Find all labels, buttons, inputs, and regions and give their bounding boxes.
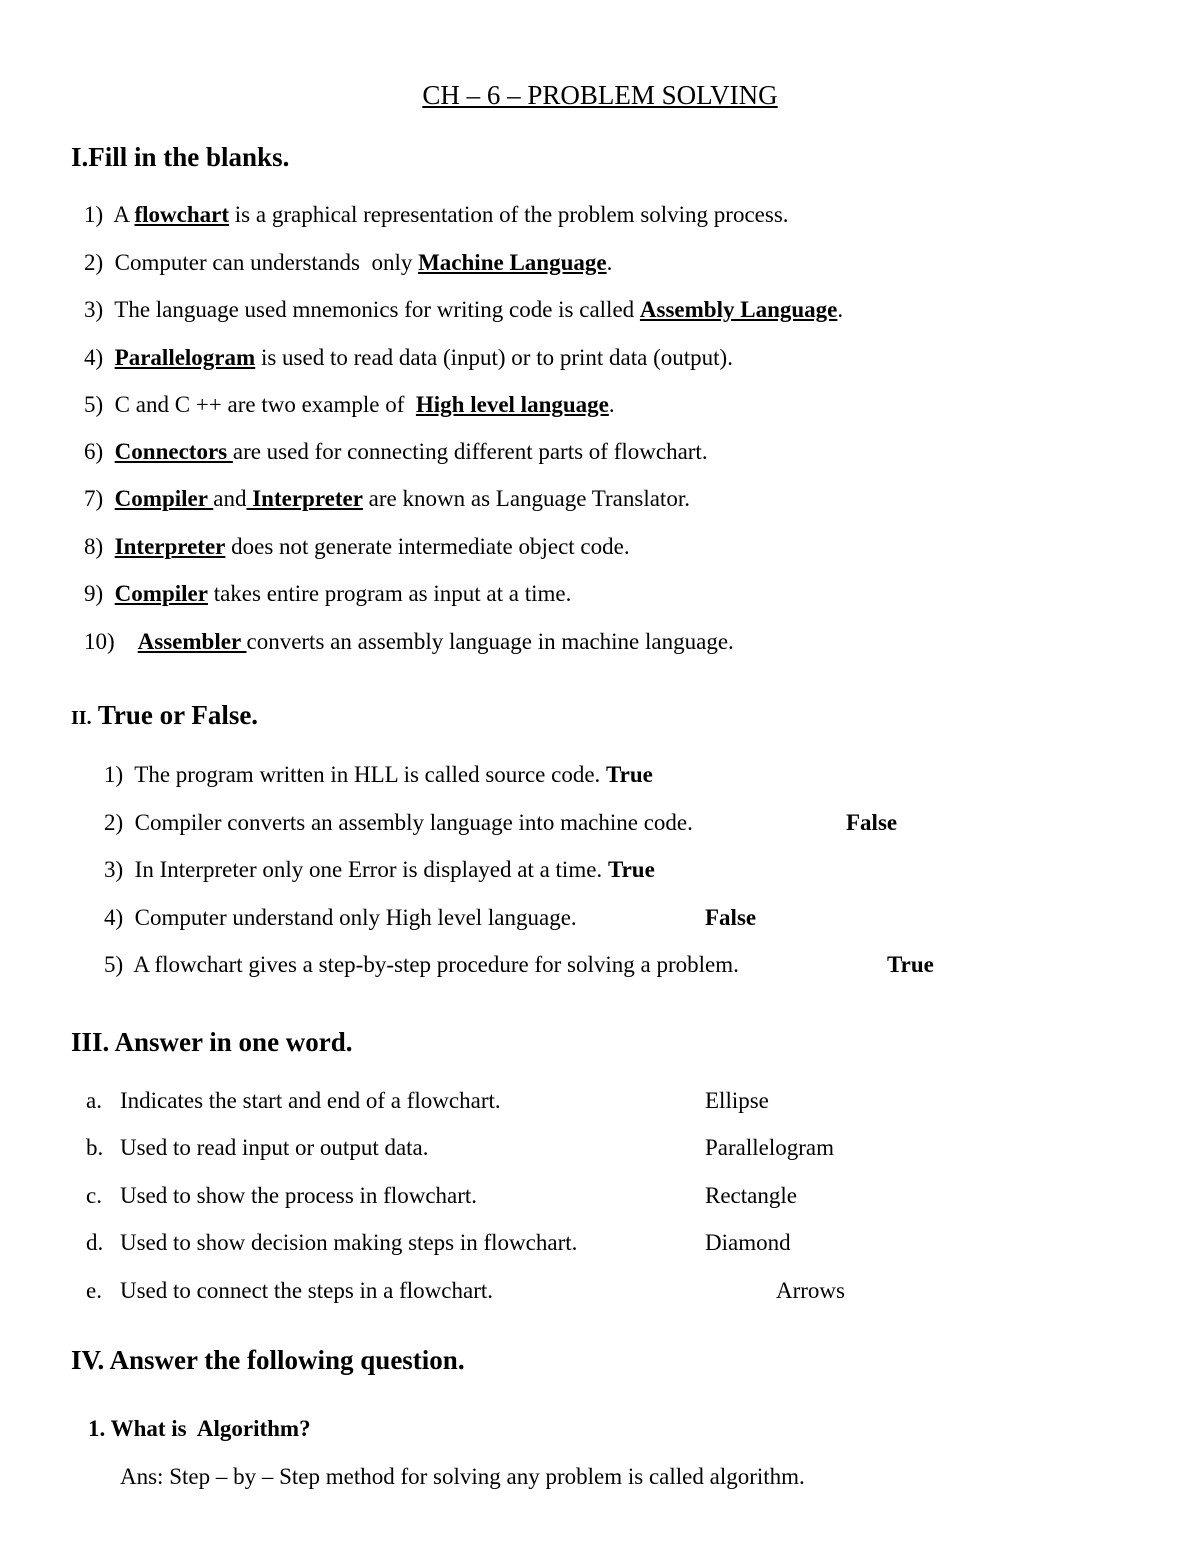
item-number: 8) bbox=[84, 534, 104, 559]
question-answer: Ans: Step – by – Step method for solving any problem is called algorithm. bbox=[120, 1464, 805, 1489]
list-item-text: Used to read input or output data. bbox=[120, 1135, 429, 1160]
item-text: and bbox=[213, 486, 247, 511]
list-item bbox=[84, 392, 615, 418]
list-item bbox=[104, 762, 653, 788]
item-text: C and C ++ are two example of bbox=[114, 392, 416, 417]
blank-answer: Interpreter bbox=[114, 534, 226, 559]
item-text: are known as Language Translator. bbox=[362, 486, 690, 511]
section-3-heading: III. Answer in one word. bbox=[71, 1027, 353, 1057]
list-item bbox=[84, 486, 690, 512]
item-text: does not generate intermediate object code. bbox=[225, 534, 630, 559]
page-title: CH – 6 – PROBLEM SOLVING bbox=[422, 80, 778, 110]
list-item bbox=[84, 345, 733, 371]
list-item-text: Used to show decision making steps in flowchart. bbox=[120, 1230, 578, 1255]
list-item bbox=[84, 439, 708, 465]
blank-answer: Parallelogram bbox=[114, 345, 256, 370]
blank-answer: Assembly Language bbox=[639, 297, 838, 322]
one-word-answer: Arrows bbox=[776, 1278, 845, 1303]
item-text: . bbox=[837, 297, 844, 322]
blank-answer: Compiler bbox=[114, 486, 214, 511]
item-text: is a graphical representation of the problem solving process. bbox=[229, 202, 789, 227]
heading-text: True or False. bbox=[91, 700, 259, 730]
item-number: 3) bbox=[104, 857, 124, 882]
item-text: In Interpreter only one Error is displayed at a time. bbox=[134, 857, 608, 882]
blank-answer: flowchart bbox=[134, 202, 230, 227]
blank-answer: Connectors bbox=[114, 439, 233, 464]
item-number: 2) bbox=[84, 250, 104, 275]
list-item-num: b. bbox=[86, 1135, 104, 1160]
item-number: 6) bbox=[84, 439, 104, 464]
tf-answer: True bbox=[607, 857, 655, 882]
item-text: are used for connecting different parts of flowchart. bbox=[232, 439, 708, 464]
question-text: What is Algorithm? bbox=[110, 1416, 311, 1441]
list-item bbox=[104, 952, 739, 978]
list-item-num: c. bbox=[86, 1183, 102, 1208]
one-word-answer: Rectangle bbox=[705, 1183, 797, 1208]
list-item bbox=[104, 857, 655, 883]
item-text: . bbox=[608, 392, 615, 417]
list-item-num: a. bbox=[86, 1088, 102, 1113]
item-text: is used to read data (input) or to print data (output). bbox=[255, 345, 733, 370]
list-item bbox=[104, 905, 577, 931]
tf-answer: False bbox=[846, 810, 898, 835]
section-1-heading: I.Fill in the blanks. bbox=[71, 142, 290, 172]
item-text: The language used mnemonics for writing code is called bbox=[114, 297, 640, 322]
item-number: 4) bbox=[104, 905, 124, 930]
one-word-answer: Ellipse bbox=[705, 1088, 769, 1113]
section-4-heading: IV. Answer the following question. bbox=[71, 1345, 465, 1375]
item-text: A flowchart gives a step-by-step procedure for solving a problem. bbox=[133, 952, 739, 977]
blank-answer: Machine Language bbox=[418, 250, 607, 275]
list-item-text: Used to connect the steps in a flowchart. bbox=[120, 1278, 493, 1303]
list-item bbox=[84, 202, 789, 228]
item-text: converts an assembly language in machine language. bbox=[246, 629, 734, 654]
blank-answer: High level language bbox=[415, 392, 609, 417]
list-item bbox=[84, 629, 734, 655]
item-number: 5) bbox=[84, 392, 104, 417]
list-item-text: Indicates the start and end of a flowchart. bbox=[120, 1088, 501, 1113]
list-item bbox=[104, 810, 693, 836]
item-number: 7) bbox=[84, 486, 104, 511]
question bbox=[88, 1416, 311, 1442]
item-text: The program written in HLL is called source code. bbox=[134, 762, 607, 787]
item-number: 10) bbox=[84, 629, 115, 654]
list-item bbox=[84, 534, 630, 560]
tf-answer: False bbox=[705, 905, 757, 930]
list-item bbox=[84, 297, 843, 323]
list-item-num: e. bbox=[86, 1278, 102, 1303]
blank-answer: Interpreter bbox=[246, 486, 363, 511]
item-number: 3) bbox=[84, 297, 104, 322]
list-item bbox=[84, 250, 612, 276]
item-text: A bbox=[113, 202, 135, 227]
item-number: 1) bbox=[104, 762, 124, 787]
item-number: 2) bbox=[104, 810, 124, 835]
one-word-answer: Parallelogram bbox=[705, 1135, 835, 1160]
one-word-answer: Diamond bbox=[705, 1230, 791, 1255]
list-item-text: Used to show the process in flowchart. bbox=[120, 1183, 478, 1208]
item-text: Computer can understands only bbox=[114, 250, 419, 275]
list-item-num: d. bbox=[86, 1230, 104, 1255]
item-number: 9) bbox=[84, 581, 104, 606]
question-number: 1. bbox=[88, 1416, 106, 1441]
item-number: 4) bbox=[84, 345, 104, 370]
blank-answer: Assembler bbox=[137, 629, 247, 654]
item-number: 5) bbox=[104, 952, 124, 977]
item-text: Computer understand only High level language. bbox=[134, 905, 577, 930]
heading-roman: II. bbox=[71, 707, 92, 729]
section-2-heading bbox=[71, 700, 258, 731]
list-item bbox=[84, 581, 571, 607]
item-text: . bbox=[606, 250, 613, 275]
blank-answer: Compiler bbox=[114, 581, 208, 606]
tf-answer: True bbox=[887, 952, 934, 977]
item-text: takes entire program as input at a time. bbox=[207, 581, 572, 606]
tf-answer: True bbox=[606, 762, 653, 787]
item-text: Compiler converts an assembly language into machine code. bbox=[134, 810, 693, 835]
item-number: 1) bbox=[84, 202, 104, 227]
